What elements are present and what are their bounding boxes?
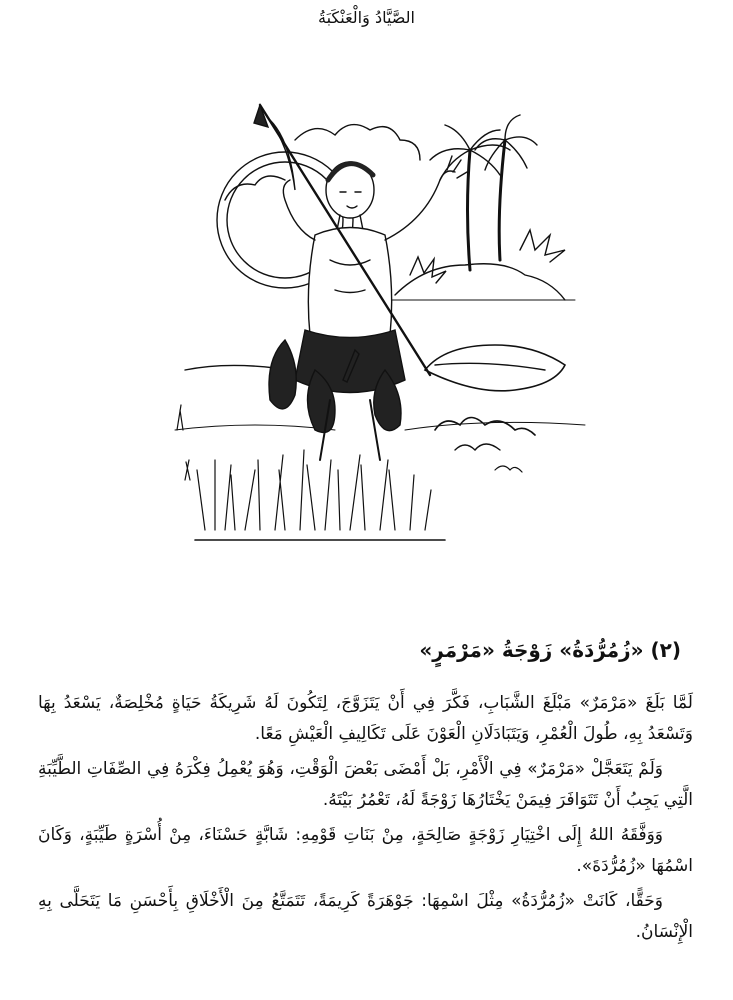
- paragraph: وَوَفَّقَهُ اللهُ إِلَى اخْتِيَارِ زَوْجَةٍ صَالِحَةٍ، مِنْ بَنَاتِ قَوْمِهِ: شَابَّةٍ حَسْنَاءَ، مِنْ أُسْرَةٍ طَيِّبَةٍ، وَكَانَ اسْمُهَا «زُمُرُّدَةَ».: [38, 825, 693, 876]
- hunter-drawing: [165, 100, 595, 550]
- paragraph: لَمَّا بَلَغَ «مَرْمَرٌ» مَبْلَغَ الشَّبَابِ، فَكَّرَ فِي أَنْ يَتَزَوَّجَ، لِتَكُونَ لَهُ شَرِيكَةُ حَيَاةٍ مُخْلِصَةٌ، يَسْعَدُ بِهَا وَتَسْعَدُ بِهِ، طُولَ الْعُمْرِ، وَيَتَبَادَلَانِ الْعَوْنَ عَلَى تَكَالِيفِ الْعَيْشِ مَعًا.: [38, 693, 693, 744]
- story-body: [38, 688, 693, 952]
- dead-bird: [269, 340, 296, 409]
- rock-outline: [425, 345, 565, 391]
- grass-tuft: [177, 405, 445, 540]
- cloud-outline: [295, 125, 420, 160]
- palm-trunk: [468, 150, 471, 270]
- section-title: (٢) «زُمُرُّدَةُ» زَوْجَةُ «مَرْمَرٍ»: [419, 638, 681, 662]
- paragraph: وَحَقًّا، كَانَتْ «زُمُرُّدَةُ» مِثْلَ اسْمِهَا: جَوْهَرَةً كَرِيمَةً، تَتَمَتَّعُ مِنَ الْأَخْلَاقِ بِأَحْسَنِ مَا يَتَحَلَّى بِهِ الْإِنْسَانُ.: [38, 891, 693, 942]
- hunter-illustration: [165, 100, 595, 550]
- paragraph: وَلَمْ يَتَعَجَّلْ «مَرْمَرٌ» فِي الْأَمْرِ، بَلْ أَمْضَى بَعْضَ الْوَقْتِ، وَهُوَ يُعْمِلُ فِكْرَهُ فِي الصِّفَاتِ الطَّيِّبَةِ الَّتِي يَجِبُ أَنْ تَتَوَافَرَ فِيمَنْ يَخْتَارُهَا زَوْجَةً لَهُ، تَعْمُرُ بَيْتَهُ.: [38, 759, 693, 810]
- running-header: الصَّيَّادُ وَالْعَنْكَبَةُ: [318, 8, 415, 27]
- hunter-torso: [308, 228, 391, 341]
